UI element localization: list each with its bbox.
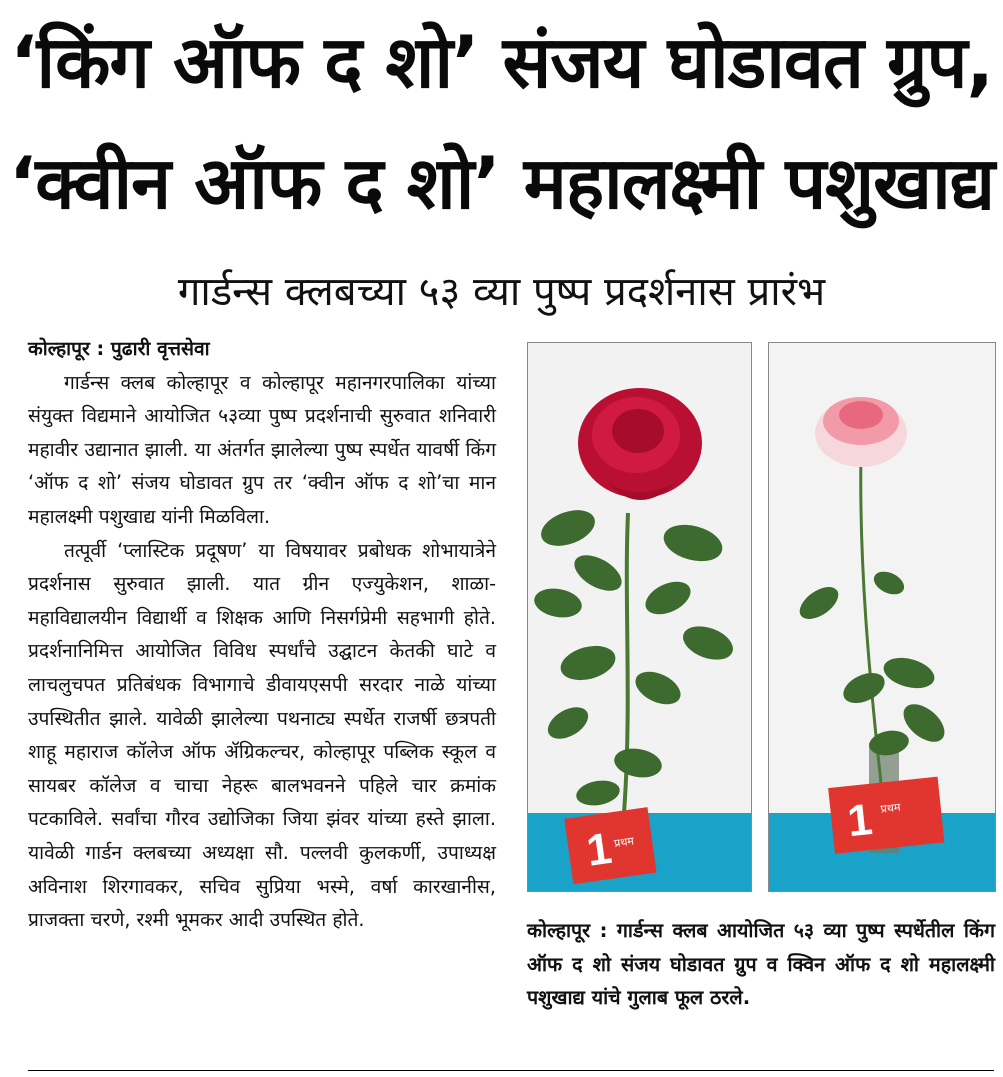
tag-text-right: प्रथम [879, 800, 902, 816]
headline-line-2: ‘क्वीन ऑफ द शो’ महालक्ष्मी पशुखाद्य [8, 141, 995, 225]
tag-number-left: 1 [583, 823, 615, 876]
article-paragraph-2: तत्पूर्वी ‘प्लास्टिक प्रदूषण’ या विषयावर प्रबोधक शोभायात्रेने प्रदर्शनास सुरुवात झाली. यात ग्रीन एज्युकेशन, शाळा-महाविद्यालयीन विद्यार्थी व शिक्षक आणि निसर्गप्रेमी सहभागी होते. प्रदर्शनानिमित्त आयोजित विविध स्पर्धांचे उद्घाटन केतकी घाटे व लाचलुचपत प्रतिबंधक विभागाचे डीवायएसपी सरदार नाळे यांच्या उपस्थितीत झाले. यावेळी झालेल्या पथनाट्य स्पर्धेत राजर्षी छत्रपती शाहू महाराज कॉलेज ऑफ ॲग्रिकल्चर, कोल्हापूर पब्लिक स्कूल व सायबर कॉलेज व चाचा नेहरू बालभवनने पहिले चार क्रमांक पटकाविले. सर्वांचा गौरव उद्योजिका जिया झंवर यांच्या हस्ते झाला. यावेळी गार्डन क्लबच्या अध्यक्षा सौ. पल्लवी कुलकर्णी, उपाध्यक्ष अविनाश शिरगावकर, सचिव सुप्रिया भस्मे, वर्षा कारखानीस, प्राजक्ता चरणे, रश्मी भूमकर आदी उपस्थित होते. [28, 538, 496, 932]
article-byline: कोल्हापूर : पुढारी वृत्तसेवा [28, 337, 210, 360]
article-body [28, 332, 496, 937]
headline-line-1: ‘किंग ऑफ द शो’ संजय घोडावत ग्रुप, [10, 20, 993, 104]
photo-red-rose [527, 342, 752, 892]
photo-caption: कोल्हापूर : गार्डन्स क्लब आयोजित ५३ व्या पुष्प स्पर्धेतील किंग ऑफ द शो संजय घोडावत ग्रुप व क्विन ऑफ द शो महालक्ष्मी पशुखाद्य यांचे गुलाब फूल ठरले. [527, 919, 995, 1010]
bottom-rule [28, 1070, 994, 1071]
tag-text-left: प्रथम [613, 834, 635, 851]
photo-pink-rose [768, 342, 996, 892]
article-paragraph-1: गार्डन्स क्लब कोल्हापूर व कोल्हापूर महानगरपालिका यांच्या संयुक्त विद्यमाने आयोजित ५३व्या पुष्प प्रदर्शनाची सुरुवात शनिवारी महावीर उद्यानात झाली. या अंतर्गत झालेल्या पुष्प स्पर्धेत यावर्षी किंग ‘ऑफ द शो’ संजय घोडावत ग्रुप तर ‘क्वीन ऑफ द शो’चा मान महालक्ष्मी पशुखाद्य यांनी मिळविला. [28, 370, 497, 528]
tag-number-right: 1 [845, 794, 875, 847]
subheadline: गार्डन्स क्लबच्या ५३ व्या पुष्प प्रदर्शनास प्रारंभ [177, 269, 826, 315]
